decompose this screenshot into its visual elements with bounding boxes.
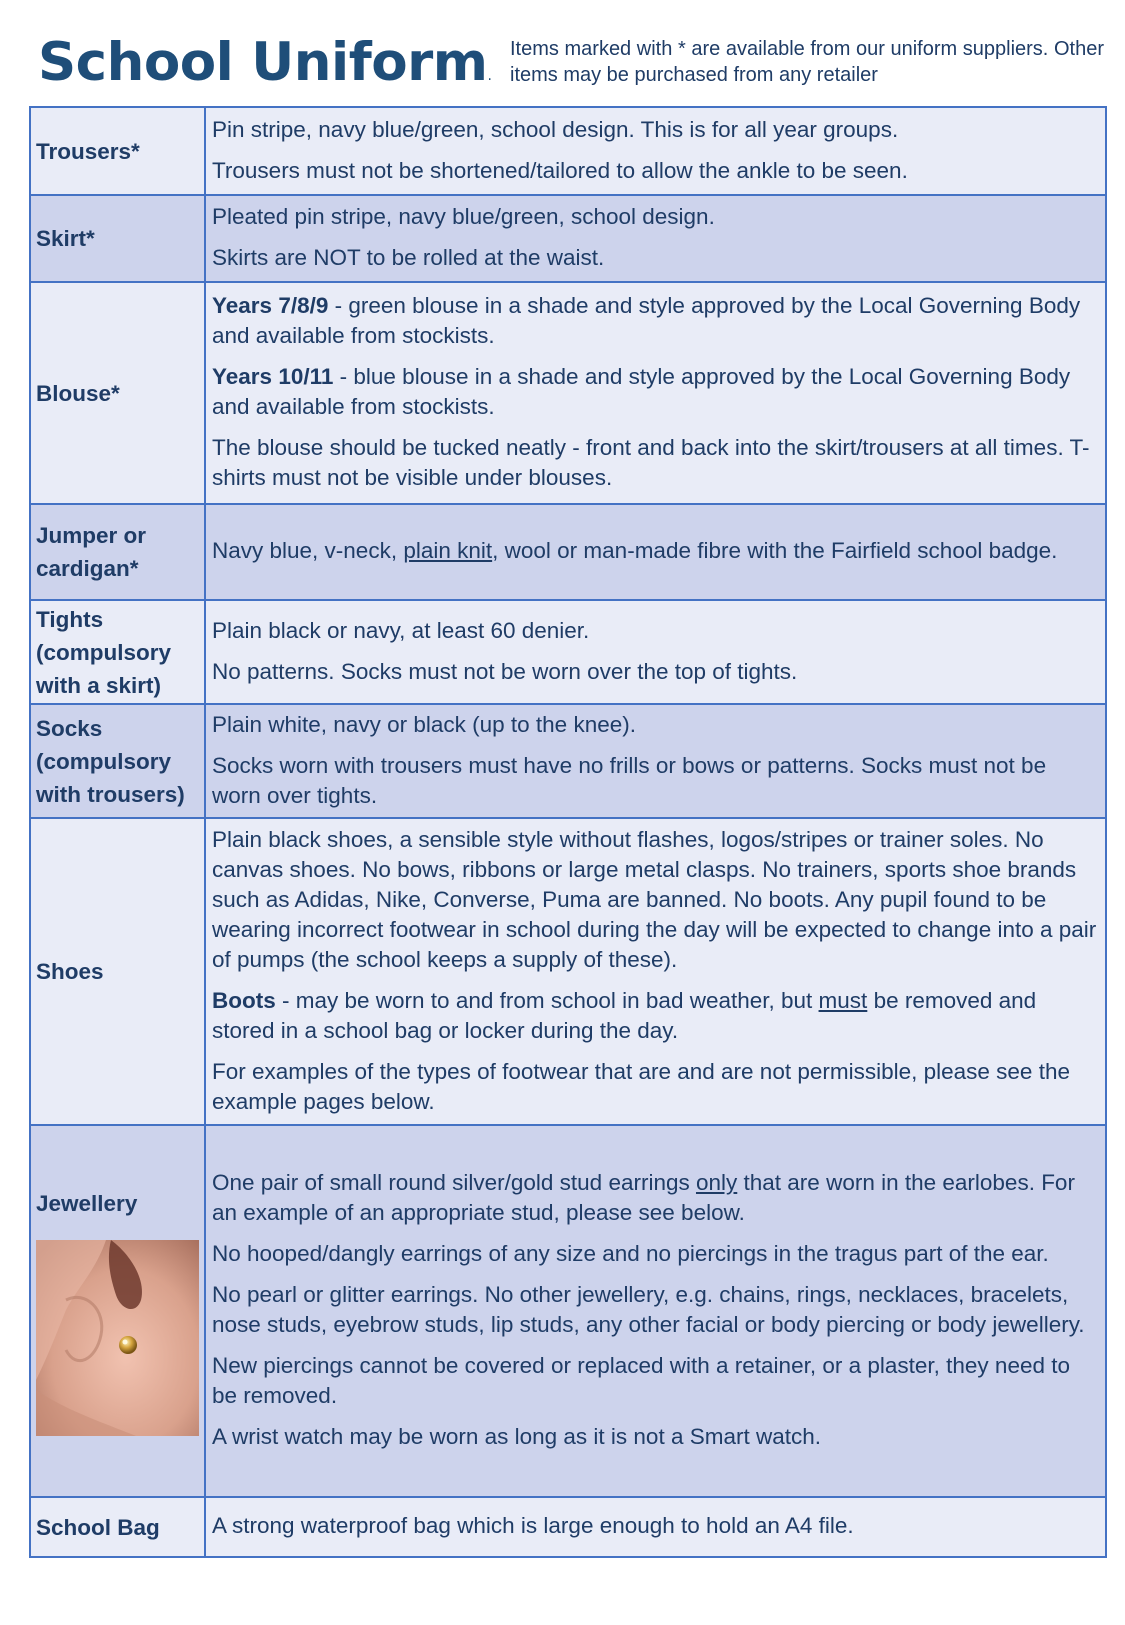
- text-run: Navy blue, v-neck,: [212, 538, 404, 563]
- row-label: Socks (compulsory with trousers): [30, 704, 205, 818]
- underlined-text: must: [818, 987, 868, 1013]
- paragraph: For examples of the types of footwear that are and are not permissible, please see the example pages below.: [212, 1058, 1070, 1114]
- table-row-jumper: [30, 504, 1106, 600]
- paragraph: [212, 362, 1099, 422]
- row-label: Shoes: [30, 818, 205, 1125]
- text-run: - green blouse in a shade and style approved by the Local Governing Body and available from stockists.: [212, 293, 1081, 348]
- text-run: be removed and stored in a school bag or locker during the day.: [212, 987, 1037, 1043]
- text-run: - may be worn to and from school in bad weather, but: [275, 987, 819, 1013]
- title-dot: .: [487, 68, 492, 84]
- paragraph: Pleated pin stripe, navy blue/green, school design.: [212, 204, 715, 229]
- row-content: [205, 600, 1106, 704]
- row-content: [205, 107, 1106, 195]
- row-content: [205, 195, 1106, 282]
- paragraph: Plain black shoes, a sensible style without flashes, logos/stripes or trainer soles. No canvas shoes. No bows, ribbons or large metal clasps. No trainers, sports shoe brands such as Adidas, Nike, Converse, Puma are banned. No boots. Any pupil found to be wearing incorrect footwear in school during the day will be expected to change into a pair of pumps (the school keeps a supply of these).: [212, 826, 1097, 972]
- paragraph: New piercings cannot be covered or replaced with a retainer, or a plaster, they need to be removed.: [212, 1353, 1070, 1408]
- page-title: [38, 28, 491, 111]
- header: [38, 28, 1103, 98]
- row-content: [205, 1125, 1106, 1497]
- bold-lead: Boots: [212, 987, 276, 1013]
- underlined-text: plain knit: [403, 538, 493, 563]
- paragraph: A strong waterproof bag which is large enough to hold an A4 file.: [212, 1513, 854, 1538]
- paragraph: A wrist watch may be worn as long as it is not a Smart watch.: [212, 1424, 821, 1449]
- row-content: [205, 282, 1106, 504]
- underlined-text: only: [695, 1170, 738, 1195]
- paragraph: Plain white, navy or black (up to the knee).: [212, 711, 636, 737]
- text-run: , wool or man-made fibre with the Fairfield school badge.: [492, 538, 1058, 563]
- table-row-blouse: [30, 282, 1106, 504]
- row-label: Trousers*: [30, 107, 205, 195]
- row-content: [205, 1497, 1106, 1557]
- row-label: Skirt*: [30, 195, 205, 282]
- row-label: [30, 1125, 205, 1497]
- earlobe-stud-photo: [36, 1240, 199, 1436]
- text-run: that are worn in the earlobes. For an example of an appropriate stud, please see below.: [212, 1170, 1075, 1225]
- row-label: Tights (compulsory with a skirt): [30, 600, 205, 704]
- paragraph: Socks worn with trousers must have no frills or bows or patterns. Socks must not be worn over tights.: [212, 752, 1047, 808]
- paragraph: No patterns. Socks must not be worn over the top of tights.: [212, 658, 798, 684]
- supplier-note: Items marked with * are available from our uniform suppliers. Other items may be purchased from any retailer: [510, 38, 1104, 86]
- paragraph: The blouse should be tucked neatly - front and back into the skirt/trousers at all times. T-shirts must not be visible under blouses.: [212, 435, 1090, 490]
- paragraph: Pin stripe, navy blue/green, school design. This is for all year groups.: [212, 116, 899, 142]
- text-run: One pair of small round silver/gold stud earrings: [212, 1170, 696, 1195]
- paragraph: Trousers must not be shortened/tailored to allow the ankle to be seen.: [212, 157, 908, 183]
- title-text: School Uniform: [38, 32, 488, 93]
- table-row-socks: [30, 704, 1106, 818]
- row-content: [205, 504, 1106, 600]
- table-row-trousers: [30, 107, 1106, 195]
- paragraph: No hooped/dangly earrings of any size and no piercings in the tragus part of the ear.: [212, 1241, 1049, 1266]
- row-label: Blouse*: [30, 282, 205, 504]
- bold-lead: Years 7/8/9: [212, 293, 329, 318]
- uniform-table: [29, 106, 1107, 1558]
- table-row-tights: [30, 600, 1106, 704]
- text-run: - blue blouse in a shade and style approved by the Local Governing Body and available from stockists.: [212, 364, 1071, 419]
- table-row-skirt: [30, 195, 1106, 282]
- row-label: Jumper or cardigan*: [30, 504, 205, 600]
- table-row-jewellery: [30, 1125, 1106, 1497]
- paragraph: [212, 1168, 1099, 1228]
- row-content: [205, 818, 1106, 1125]
- paragraph: Plain black or navy, at least 60 denier.: [212, 617, 590, 643]
- row-label: School Bag: [30, 1497, 205, 1557]
- paragraph: No pearl or glitter earrings. No other jewellery, e.g. chains, rings, necklaces, bracelets, nose studs, eyebrow studs, lip studs, any other facial or body piercing or body jewellery.: [212, 1282, 1085, 1337]
- table-row-shoes: [30, 818, 1106, 1125]
- bold-lead: Years 10/11: [212, 364, 334, 389]
- paragraph: [212, 536, 1099, 566]
- paragraph: [212, 986, 1099, 1046]
- row-content: [205, 704, 1106, 818]
- paragraph: Skirts are NOT to be rolled at the waist.: [212, 245, 605, 270]
- jewellery-label: Jewellery: [36, 1190, 138, 1216]
- table-row-school-bag: [30, 1497, 1106, 1557]
- paragraph: [212, 291, 1099, 351]
